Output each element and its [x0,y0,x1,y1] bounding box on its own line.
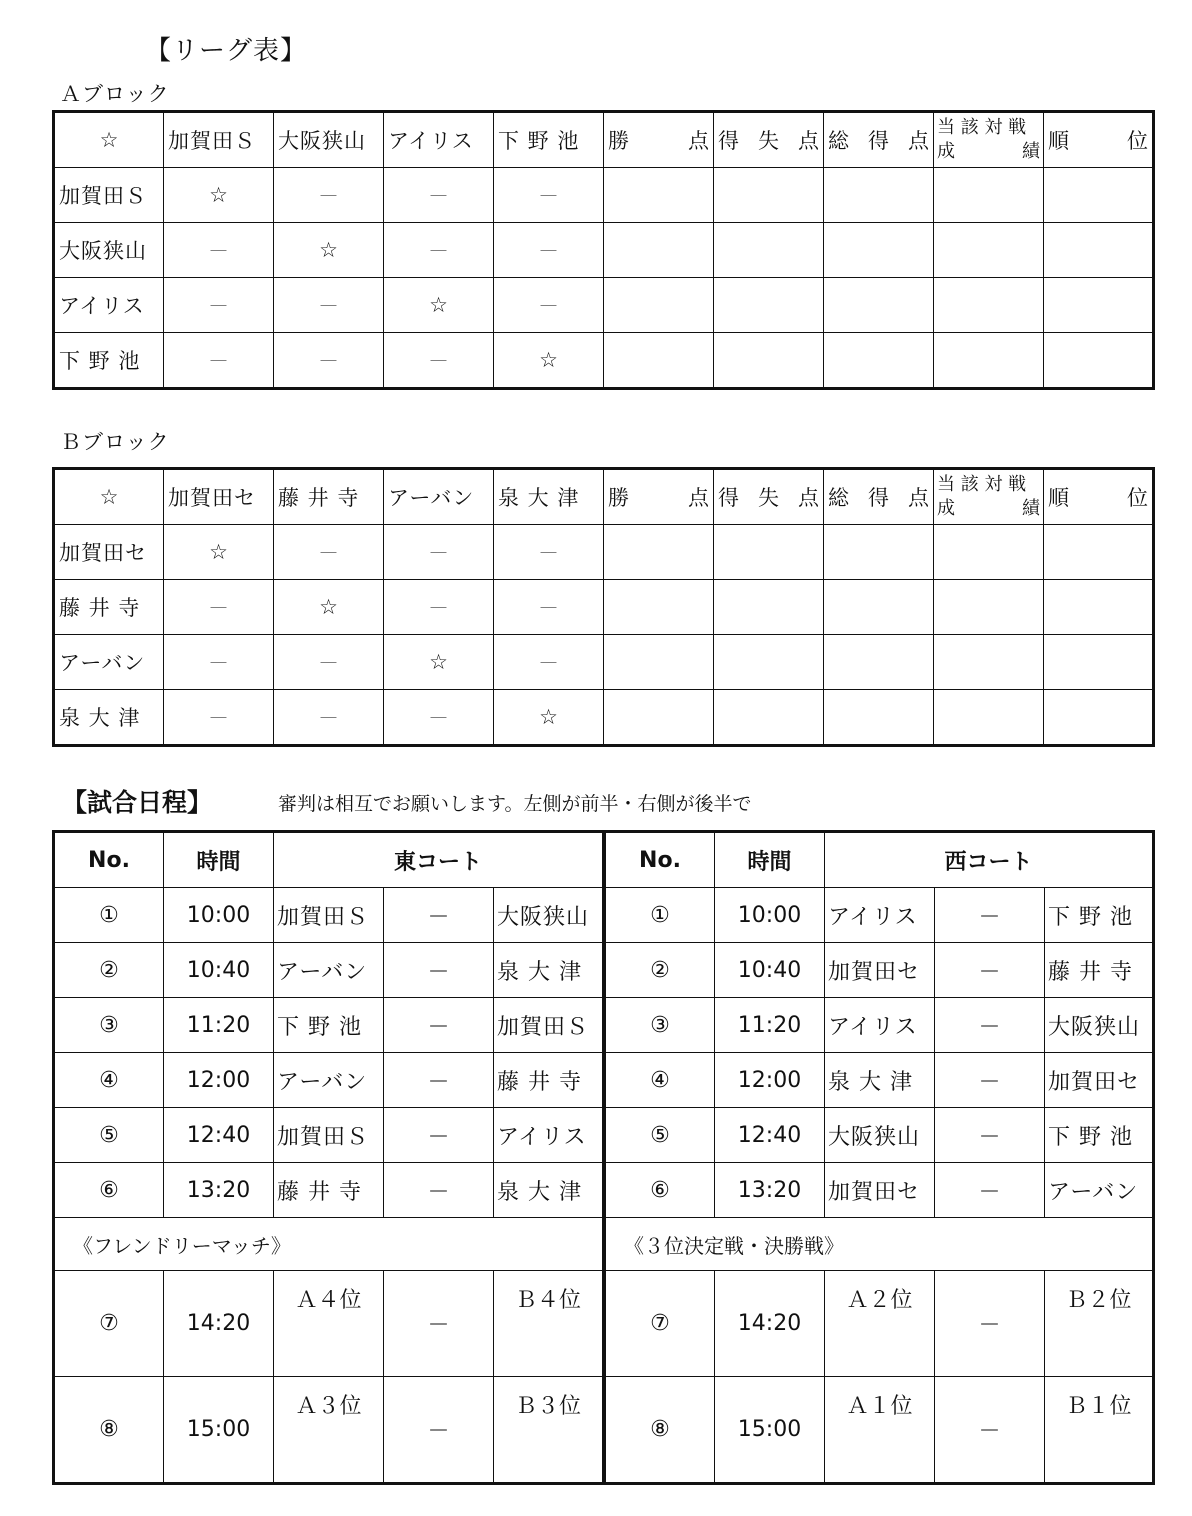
header-team-0: 加賀田Ｓ [164,112,274,168]
vs-separator: － [935,943,1045,998]
final-match-row [605,1271,1154,1377]
rank-cell [1044,333,1154,389]
home-team: 大阪狭山 [825,1108,935,1163]
win-points-cell [604,333,714,389]
result-cell: － [274,333,384,389]
schedule-east-court [52,830,605,1485]
win-points-cell [604,278,714,333]
vs-separator: － [935,1271,1045,1377]
match-no: ⑤ [605,1108,715,1163]
goal-diff-char: 失 [758,486,779,510]
header-win-points [604,469,714,525]
goal-diff-char: 得 [718,129,739,153]
away-rank: Ｂ１位 [1045,1377,1154,1484]
match-no: ⑧ [54,1377,164,1484]
win-points-char: 勝 [608,486,629,510]
home-rank: Ａ１位 [825,1377,935,1484]
win-points-cell [604,580,714,635]
result-cell: － [274,168,384,223]
vs-separator: － [384,1271,494,1377]
win-points-cell [604,635,714,690]
header-rank [1044,112,1154,168]
h2h-char: 成 [937,498,955,519]
home-team: 加賀田セ [825,1163,935,1218]
match-time: 10:40 [715,943,825,998]
match-time: 10:00 [164,888,274,943]
total-goals-cell [824,223,934,278]
corner-cell: ☆ [54,469,164,525]
self-match-cell: ☆ [494,690,604,746]
col-no-header: No. [54,832,164,888]
win-points-cell [604,223,714,278]
result-cell: － [164,333,274,389]
head-to-head-cell [934,223,1044,278]
match-row [605,943,1154,998]
rank-cell [1044,168,1154,223]
col-time-header: 時間 [164,832,274,888]
self-match-cell: ☆ [384,278,494,333]
match-time: 10:00 [715,888,825,943]
section-label: 《３位決定戦・決勝戦》 [605,1218,1154,1271]
head-to-head-cell [934,168,1044,223]
self-match-cell: ☆ [274,580,384,635]
win-points-char: 点 [688,129,709,153]
result-cell: － [384,690,494,746]
match-time: 12:40 [715,1108,825,1163]
goal-diff-cell [714,168,824,223]
match-no: ⑧ [605,1377,715,1484]
league-row [54,525,1154,580]
home-rank: Ａ４位 [274,1271,384,1377]
schedule-note: 審判は相互でお願いします。左側が前半・右側が後半で [278,793,752,815]
vs-separator: － [384,1163,494,1218]
h2h-line: 当 該 対 戦 [937,474,1027,495]
home-team: 加賀田セ [825,943,935,998]
head-to-head-cell [934,635,1044,690]
vs-separator: － [384,998,494,1053]
result-cell: － [494,635,604,690]
result-cell: － [384,580,494,635]
vs-separator: － [935,998,1045,1053]
away-team: 藤 井 寺 [1045,943,1154,998]
header-win-points [604,112,714,168]
result-cell: － [164,223,274,278]
match-time: 15:00 [164,1377,274,1484]
result-cell: － [384,223,494,278]
match-row [54,1163,604,1218]
away-team: 下 野 池 [1045,888,1154,943]
match-no: ④ [54,1053,164,1108]
rank-cell [1044,690,1154,746]
vs-separator: － [384,1108,494,1163]
total-goals-char: 得 [868,129,889,153]
final-match-row [54,1271,604,1377]
goal-diff-cell [714,635,824,690]
home-rank: Ａ２位 [825,1271,935,1377]
header-team-0: 加賀田セ [164,469,274,525]
result-cell: － [164,580,274,635]
match-time: 12:40 [164,1108,274,1163]
section-label: 《フレンドリーマッチ》 [54,1218,604,1271]
final-match-row [54,1377,604,1484]
away-team: 大阪狭山 [1045,998,1154,1053]
goal-diff-char: 点 [798,486,819,510]
total-goals-cell [824,690,934,746]
goal-diff-cell [714,223,824,278]
vs-separator: － [935,1163,1045,1218]
match-row [54,1108,604,1163]
total-goals-cell [824,168,934,223]
row-team-name: アーバン [54,635,164,690]
match-row [54,943,604,998]
result-cell: － [274,635,384,690]
result-cell: － [384,168,494,223]
result-cell: － [164,278,274,333]
league-row [54,690,1154,746]
row-team-name: 大阪狭山 [54,223,164,278]
vs-separator: － [935,1053,1045,1108]
rank-cell [1044,525,1154,580]
col-time-header: 時間 [715,832,825,888]
match-no: ③ [605,998,715,1053]
match-row [605,1108,1154,1163]
result-cell: － [164,635,274,690]
match-no: ② [54,943,164,998]
head-to-head-cell [934,278,1044,333]
match-row [54,1053,604,1108]
result-cell: － [384,525,494,580]
goal-diff-cell [714,278,824,333]
match-no: ① [54,888,164,943]
result-cell: － [494,580,604,635]
match-time: 14:20 [715,1271,825,1377]
header-goal-diff [714,112,824,168]
away-team: 加賀田Ｓ [494,998,604,1053]
away-team: 藤 井 寺 [494,1053,604,1108]
vs-separator: － [935,1377,1045,1484]
court-header: 東コート [274,832,604,888]
row-team-name: アイリス [54,278,164,333]
match-time: 10:40 [164,943,274,998]
h2h-line: 当 該 対 戦 [937,117,1027,138]
self-match-cell: ☆ [274,223,384,278]
home-team: アイリス [825,998,935,1053]
col-no-header: No. [605,832,715,888]
win-points-char: 勝 [608,129,629,153]
match-row [605,888,1154,943]
result-cell: － [274,525,384,580]
goal-diff-char: 失 [758,129,779,153]
match-no: ⑦ [605,1271,715,1377]
away-team: アーバン [1045,1163,1154,1218]
header-team-1: 藤 井 寺 [274,469,384,525]
win-points-char: 点 [688,486,709,510]
match-row [54,998,604,1053]
header-goal-diff [714,469,824,525]
rank-char: 順 [1048,486,1069,510]
away-team: 大阪狭山 [494,888,604,943]
court-header: 西コート [825,832,1154,888]
league-table-a [52,110,1155,390]
corner-cell: ☆ [54,112,164,168]
match-row [605,998,1154,1053]
result-cell: － [274,690,384,746]
match-row [605,1163,1154,1218]
header-head-to-head [934,112,1044,168]
goal-diff-cell [714,580,824,635]
away-team: アイリス [494,1108,604,1163]
h2h-char: 績 [1022,141,1040,162]
self-match-cell: ☆ [494,333,604,389]
result-cell: － [494,278,604,333]
total-goals-cell [824,278,934,333]
row-team-name: 泉 大 津 [54,690,164,746]
rank-cell [1044,635,1154,690]
row-team-name: 藤 井 寺 [54,580,164,635]
schedule-west-court [603,830,1155,1485]
league-row [54,635,1154,690]
total-goals-char: 得 [868,486,889,510]
self-match-cell: ☆ [384,635,494,690]
header-team-2: アイリス [384,112,494,168]
league-row [54,168,1154,223]
league-row [54,333,1154,389]
h2h-char: 績 [1022,498,1040,519]
away-team: 泉 大 津 [494,943,604,998]
home-team: 下 野 池 [274,998,384,1053]
vs-separator: － [384,943,494,998]
home-rank: Ａ３位 [274,1377,384,1484]
total-goals-cell [824,580,934,635]
home-team: 藤 井 寺 [274,1163,384,1218]
result-cell: － [384,333,494,389]
result-cell: － [274,278,384,333]
match-time: 12:00 [715,1053,825,1108]
total-goals-char: 総 [828,486,849,510]
block-b-label: Ｂブロック [60,430,170,454]
rank-cell [1044,580,1154,635]
header-head-to-head [934,469,1044,525]
self-match-cell: ☆ [164,168,274,223]
total-goals-char: 点 [908,486,929,510]
result-cell: － [494,223,604,278]
win-points-cell [604,525,714,580]
match-no: ⑥ [605,1163,715,1218]
league-row [54,580,1154,635]
rank-char: 位 [1127,129,1148,153]
match-time: 11:20 [715,998,825,1053]
away-team: 泉 大 津 [494,1163,604,1218]
vs-separator: － [935,1108,1045,1163]
match-no: ⑦ [54,1271,164,1377]
header-team-3: 泉 大 津 [494,469,604,525]
block-a-label: Ａブロック [60,82,170,106]
rank-cell [1044,278,1154,333]
result-cell: － [494,168,604,223]
header-total-goals [824,112,934,168]
match-no: ⑤ [54,1108,164,1163]
rank-char: 順 [1048,129,1069,153]
head-to-head-cell [934,525,1044,580]
goal-diff-char: 点 [798,129,819,153]
match-no: ② [605,943,715,998]
vs-separator: － [384,888,494,943]
league-table-b [52,467,1155,747]
match-time: 12:00 [164,1053,274,1108]
home-team: 泉 大 津 [825,1053,935,1108]
total-goals-cell [824,333,934,389]
total-goals-char: 点 [908,129,929,153]
goal-diff-cell [714,690,824,746]
match-no: ① [605,888,715,943]
goal-diff-char: 得 [718,486,739,510]
match-time: 14:20 [164,1271,274,1377]
match-time: 13:20 [164,1163,274,1218]
match-no: ④ [605,1053,715,1108]
match-row [605,1053,1154,1108]
home-team: アーバン [274,1053,384,1108]
header-team-1: 大阪狭山 [274,112,384,168]
head-to-head-cell [934,333,1044,389]
away-rank: Ｂ２位 [1045,1271,1154,1377]
away-team: 下 野 池 [1045,1108,1154,1163]
head-to-head-cell [934,690,1044,746]
self-match-cell: ☆ [164,525,274,580]
row-team-name: 下 野 池 [54,333,164,389]
away-rank: Ｂ３位 [494,1377,604,1484]
h2h-char: 成 [937,141,955,162]
win-points-cell [604,690,714,746]
vs-separator: － [935,888,1045,943]
header-team-3: 下 野 池 [494,112,604,168]
win-points-cell [604,168,714,223]
vs-separator: － [384,1053,494,1108]
header-rank [1044,469,1154,525]
result-cell: － [494,525,604,580]
final-match-row [605,1377,1154,1484]
home-team: アイリス [825,888,935,943]
home-team: アーバン [274,943,384,998]
header-team-2: アーバン [384,469,494,525]
page-title: 【リーグ表】 [145,36,308,66]
goal-diff-cell [714,333,824,389]
match-no: ③ [54,998,164,1053]
row-team-name: 加賀田Ｓ [54,168,164,223]
home-team: 加賀田Ｓ [274,888,384,943]
match-time: 15:00 [715,1377,825,1484]
match-time: 11:20 [164,998,274,1053]
total-goals-cell [824,525,934,580]
match-time: 13:20 [715,1163,825,1218]
vs-separator: － [384,1377,494,1484]
away-rank: Ｂ４位 [494,1271,604,1377]
match-no: ⑥ [54,1163,164,1218]
match-row [54,888,604,943]
result-cell: － [164,690,274,746]
rank-cell [1044,223,1154,278]
home-team: 加賀田Ｓ [274,1108,384,1163]
header-total-goals [824,469,934,525]
goal-diff-cell [714,525,824,580]
schedule-title: 【試合日程】 [62,788,213,817]
league-row [54,278,1154,333]
total-goals-char: 総 [828,129,849,153]
rank-char: 位 [1127,486,1148,510]
total-goals-cell [824,635,934,690]
league-row [54,223,1154,278]
row-team-name: 加賀田セ [54,525,164,580]
away-team: 加賀田セ [1045,1053,1154,1108]
head-to-head-cell [934,580,1044,635]
